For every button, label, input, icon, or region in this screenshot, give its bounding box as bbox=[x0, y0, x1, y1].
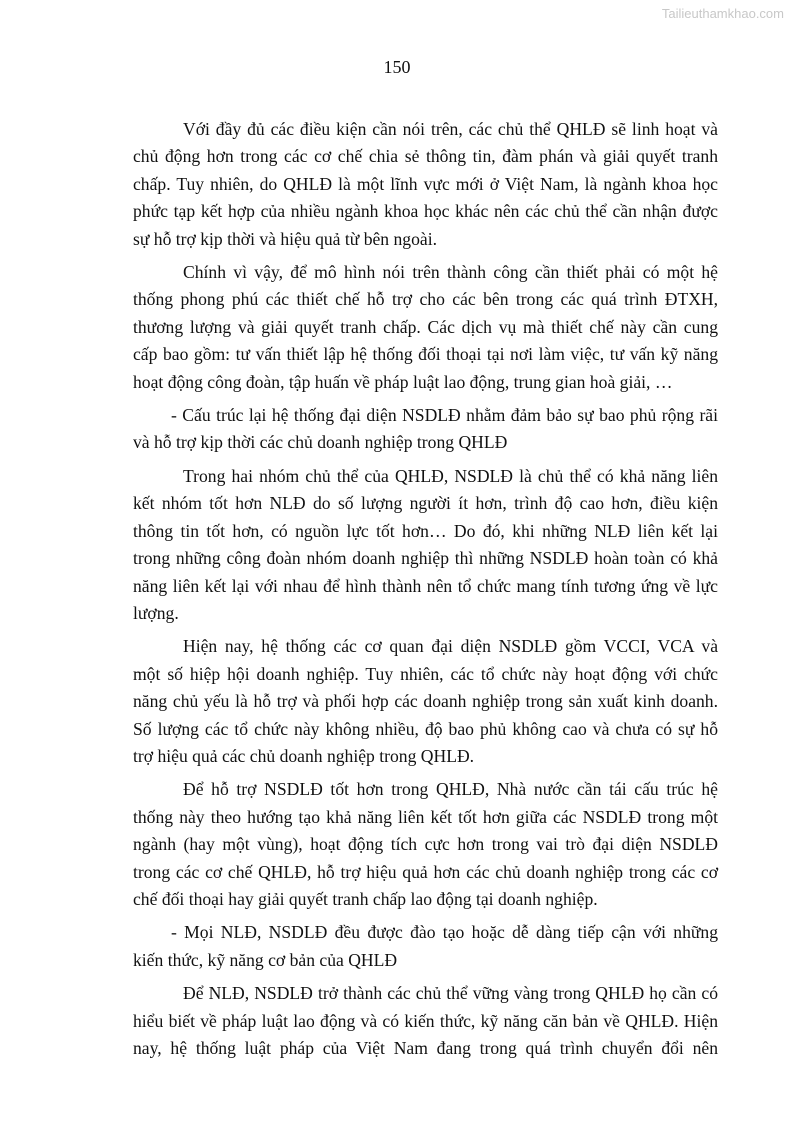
text-line: Để NLĐ, NSDLĐ trở thành các chủ thể vững vàng trong QHLĐ họ cần có bbox=[183, 983, 718, 1004]
text-line: nay, hệ thống luật pháp của Việt Nam đang trong quá trình chuyển đổi nên bbox=[133, 1038, 718, 1058]
text-line: phức tạp kết hợp của nhiều ngành khoa học khác nên các chủ thể cần nhận được bbox=[133, 201, 718, 222]
text-line: trợ hiệu quả các chủ doanh nghiệp trong QHLĐ. bbox=[133, 745, 475, 766]
text-line: năng liên kết lại với nhau để hình thành nên tổ chức mang tính tương ứng về lực bbox=[133, 575, 718, 596]
paragraph bbox=[133, 633, 718, 770]
text-line: cấp bao gồm: tư vấn thiết lập hệ thống đối thoại tại nơi làm việc, tư vấn kỹ năng bbox=[133, 344, 718, 365]
text-line: trong những công đoàn nhóm doanh nghiệp thì những NSDLĐ hoàn toàn có khả bbox=[133, 548, 718, 569]
bullet-heading bbox=[133, 919, 718, 974]
text-line: thống này theo hướng tạo khả năng liên kết tốt hơn giữa các NSDLĐ trong một bbox=[133, 806, 718, 827]
text-line: trong các cơ chế QHLĐ, hỗ trợ hiệu quả hơn các chủ doanh nghiệp trong các cơ bbox=[133, 861, 718, 882]
text-line: Trong hai nhóm chủ thể của QHLĐ, NSDLĐ là chủ thể có khả năng liên bbox=[183, 465, 718, 486]
paragraph bbox=[133, 776, 718, 913]
paragraph bbox=[133, 259, 718, 396]
watermark: Tailieuthamkhao.com bbox=[661, 6, 784, 21]
text-line: Để hỗ trợ NSDLĐ tốt hơn trong QHLĐ, Nhà nước cần tái cấu trúc hệ bbox=[183, 779, 718, 800]
text-line: năng chủ yếu là hỗ trợ và phối hợp các doanh nghiệp trong sản xuất kinh doanh. bbox=[133, 691, 718, 712]
text-line: hiểu biết về pháp luật lao động và có kiến thức, kỹ năng căn bản về QHLĐ. Hiện bbox=[133, 1010, 718, 1031]
text-line: chủ động hơn trong các cơ chế chia sẻ thông tin, đàm phán và giải quyết tranh bbox=[133, 146, 718, 167]
text-line: ngành (hay một vùng), hoạt động tích cực hơn trong vai trò đại diện NSDLĐ bbox=[133, 834, 718, 855]
text-line: thông tin tốt hơn, có nguồn lực tốt hơn… Do đó, khi những NLĐ liên kết lại bbox=[133, 520, 718, 541]
text-line: - Cấu trúc lại hệ thống đại diện NSDLĐ nhằm đảm bảo sự bao phủ rộng rãi bbox=[171, 405, 718, 426]
text-line: Hiện nay, hệ thống các cơ quan đại diện NSDLĐ gồm VCCI, VCA và bbox=[183, 636, 718, 657]
text-line: - Mọi NLĐ, NSDLĐ đều được đào tạo hoặc dễ dàng tiếp cận với những bbox=[171, 922, 718, 943]
page-number: 150 bbox=[383, 57, 411, 77]
document-body bbox=[133, 116, 718, 1068]
text-line: một số hiệp hội doanh nghiệp. Tuy nhiên, các tổ chức này hoạt động với chức bbox=[133, 663, 718, 684]
text-line: thương lượng và giải quyết tranh chấp. Các dịch vụ mà thiết chế này cần cung bbox=[133, 316, 718, 337]
text-line: lượng. bbox=[133, 602, 179, 623]
text-line: chế đối thoại hay giải quyết tranh chấp lao động tại doanh nghiệp. bbox=[133, 888, 598, 909]
text-line: Chính vì vậy, để mô hình nói trên thành công cần thiết phải có một hệ bbox=[183, 262, 718, 283]
text-line: Với đầy đủ các điều kiện cần nói trên, các chủ thể QHLĐ sẽ linh hoạt và bbox=[183, 119, 718, 139]
text-line: hoạt động công đoàn, tập huấn về pháp luật lao động, trung gian hoà giải, … bbox=[133, 371, 673, 392]
paragraph bbox=[133, 116, 718, 253]
text-line: sự hỗ trợ kịp thời và hiệu quả từ bên ngoài. bbox=[133, 228, 437, 249]
text-line: thống phong phú các thiết chế hỗ trợ cho các bên trong các quá trình ĐTXH, bbox=[133, 289, 718, 310]
paragraph bbox=[133, 463, 718, 627]
text-line: Số lượng các tổ chức này không nhiều, độ bao phủ không cao và chưa có sự hỗ bbox=[133, 718, 718, 739]
text-line: chấp. Tuy nhiên, do QHLĐ là một lĩnh vực mới ở Việt Nam, là ngành khoa học bbox=[133, 173, 718, 194]
text-line: kiến thức, kỹ năng cơ bản của QHLĐ bbox=[133, 949, 398, 970]
text-line: kết nhóm tốt hơn NLĐ do số lượng người ít hơn, trình độ cao hơn, điều kiện bbox=[133, 493, 718, 514]
paragraph bbox=[133, 980, 718, 1062]
bullet-heading bbox=[133, 402, 718, 457]
text-line: và hỗ trợ kịp thời các chủ doanh nghiệp trong QHLĐ bbox=[133, 432, 508, 453]
